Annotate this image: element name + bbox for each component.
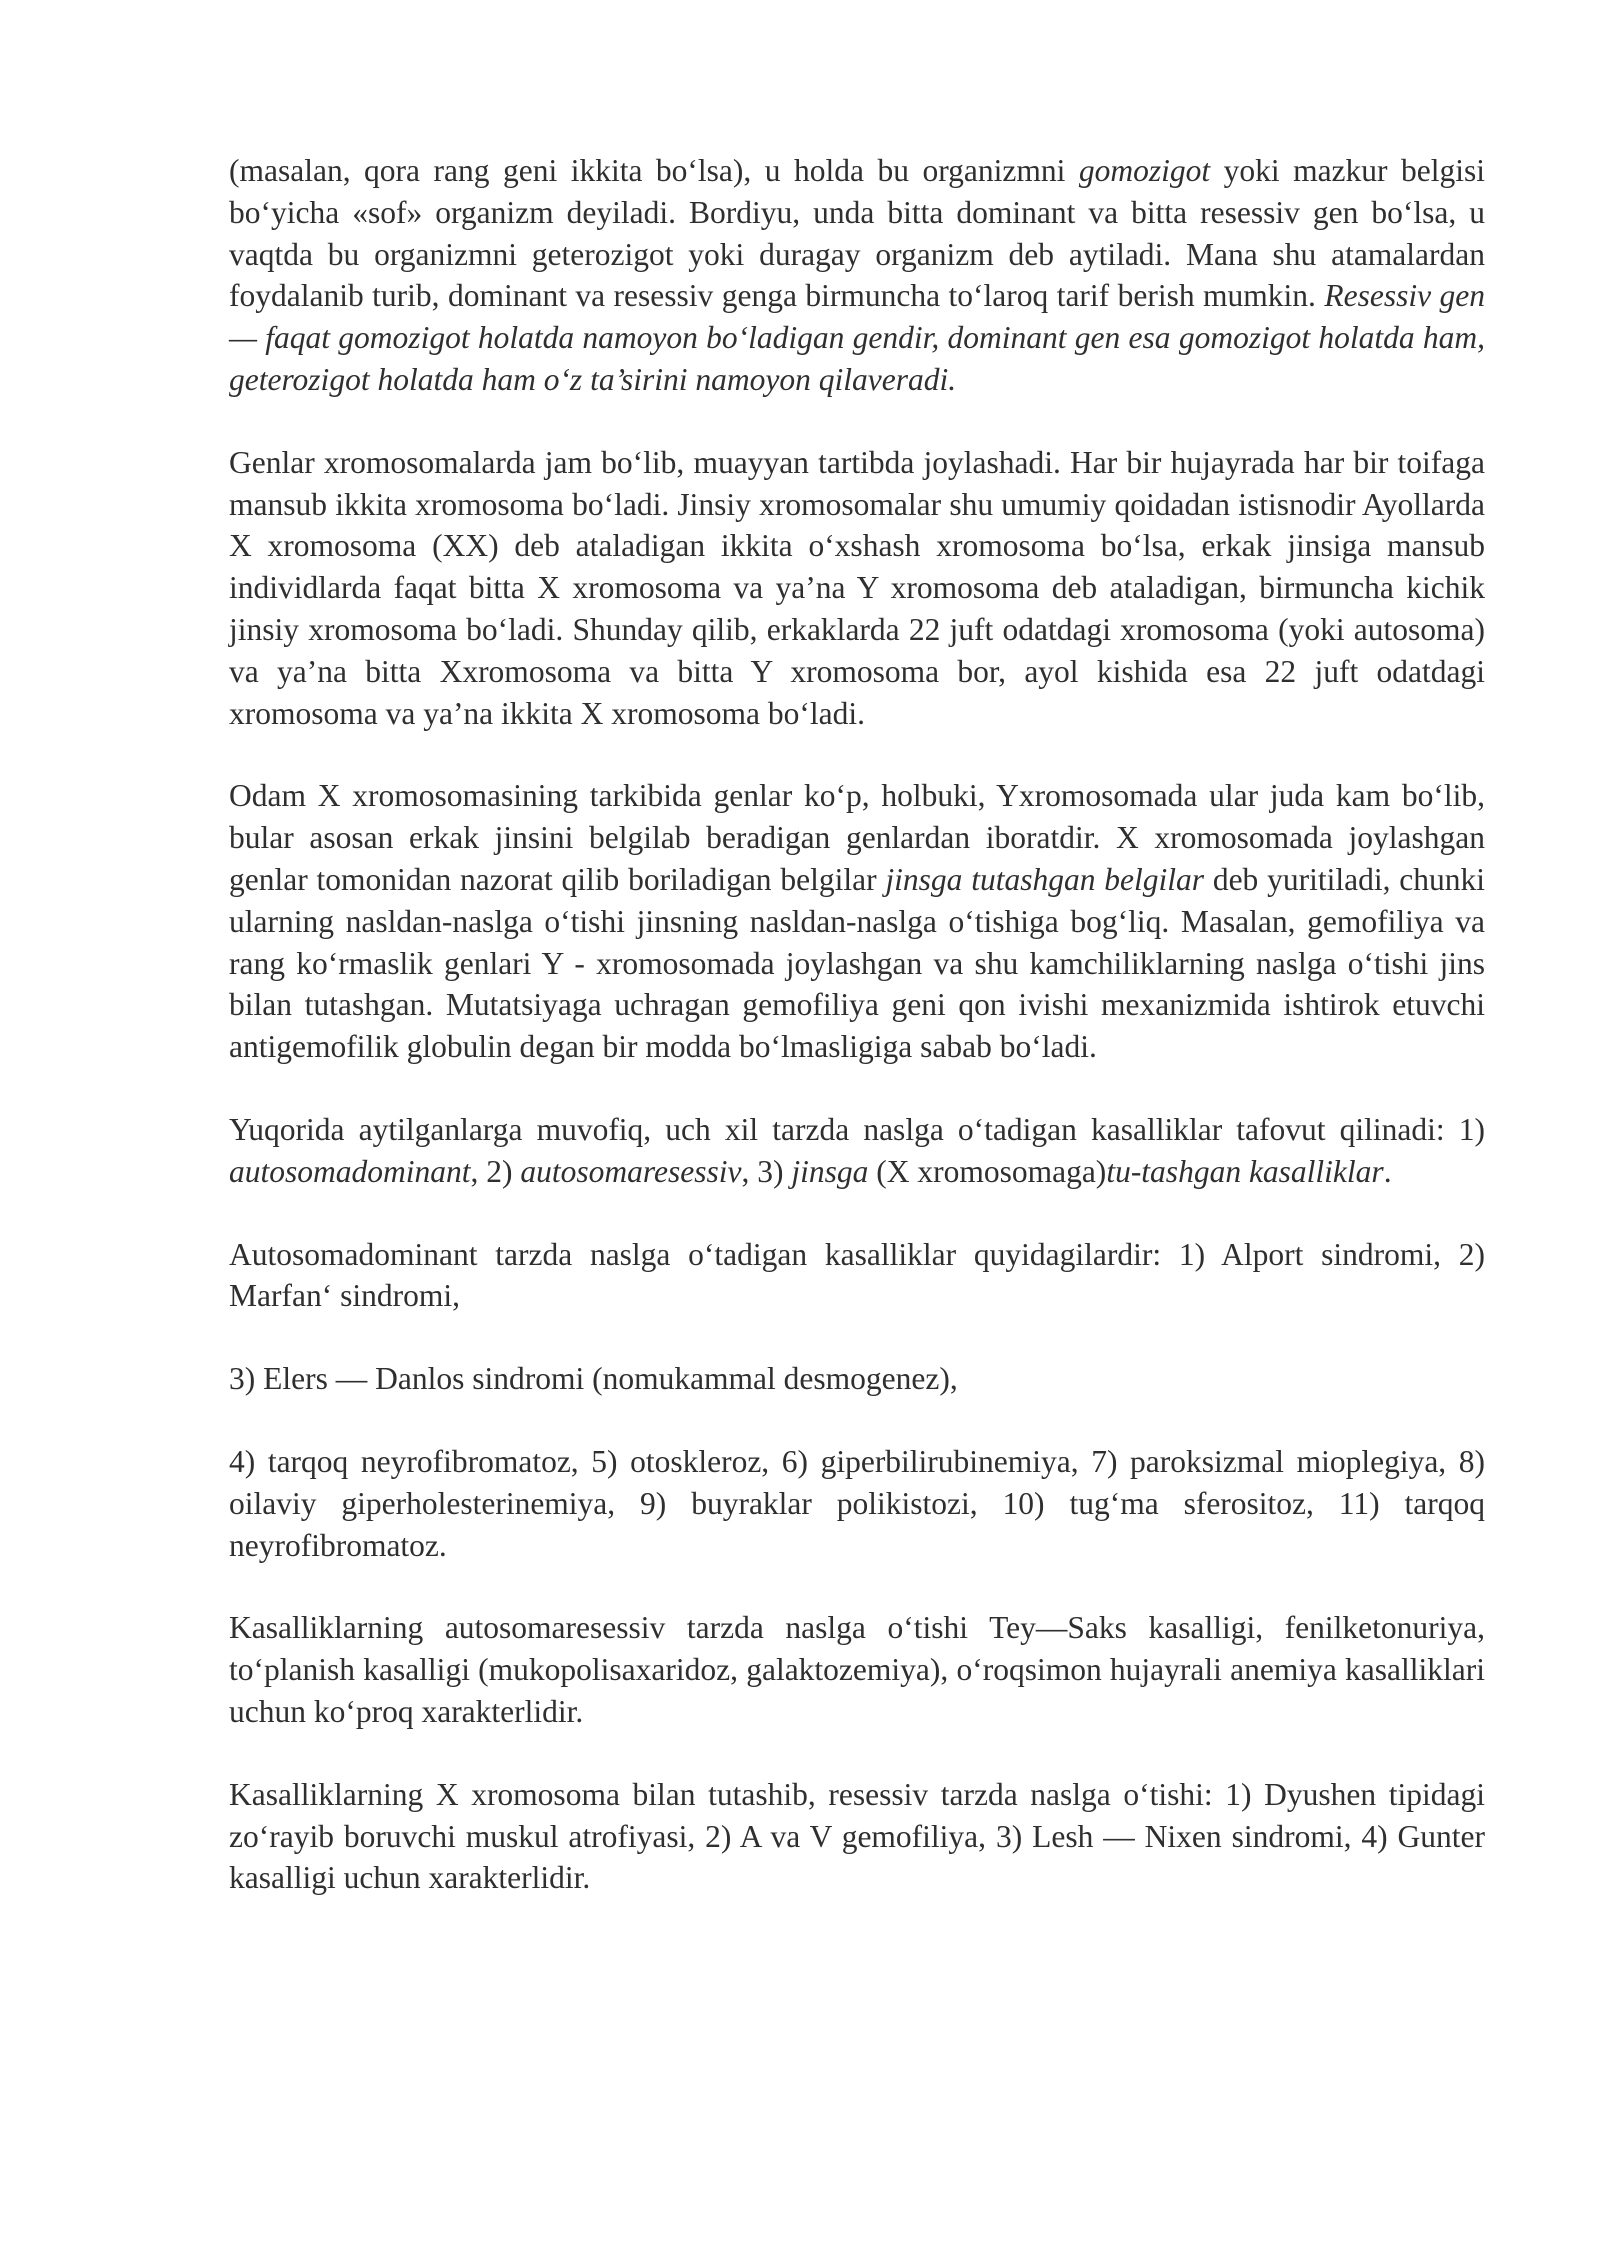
text-run: , 3) bbox=[741, 1153, 792, 1189]
text-run: yoki mazkur belgisi boʻyicha «sof» organizm deyiladi. Bordiyu, unda bitta dominant va bitta resessiv gen boʻlsa, u vaqtda bu organizmni geterozigot yoki duragay organizm deb aytiladi. Mana shu atamalardan foydalanib turib, dominant va resessiv genga birmuncha toʻlaroq tarif berish mumkin. bbox=[229, 153, 1486, 314]
paragraph-dominant-list-continued bbox=[229, 1441, 1485, 1566]
text-run: Odam X xromosomasining tarkibida genlar koʻp, holbuki, Yxromosomada ular juda kam boʻlib, bular asosan erkak jinsini belgilab beradigan genlardan iboratdir. X xromosomada joylashgan genlar tomonidan nazorat qilib boriladigan belgilar bbox=[229, 778, 1485, 897]
paragraph-x-chromosome-genes bbox=[229, 775, 1485, 1068]
paragraph-x-linked-recessive bbox=[229, 1774, 1485, 1899]
text-run: Genlar xromosomalarda jam boʻlib, muayyan tartibda joylashadi. Har bir hujayrada har bir toifaga mansub ikkita xromosoma boʻladi. Jinsiy xromosomalar shu umumiy qoidadan istisnodir Ayollarda X xromosoma (XX) deb ataladigan ikkita oʻxshash xromosoma boʻlsa, erkak jinsiga mansub individlarda faqat bitta X xromosoma va ya’na Y xromosoma deb ataladigan, birmuncha kichik jinsiy xromosoma boʻladi. Shunday qilib, erkaklarda 22 juft odatdagi xromosoma (yoki autosoma) va ya’na bitta Xxromosoma va bitta Y xromosoma bor, ayol kishida esa 22 juft odatdagi xromosoma va ya’na ikkita X xromosoma boʻladi. bbox=[229, 444, 1485, 731]
text-run: (masalan, qora rang geni ikkita boʻlsa), u holda bu organizmni bbox=[229, 153, 1079, 188]
text-run: 4) tarqoq neyrofibromatoz, 5) otoskleroz, 6) giperbilirubinemiya, 7) paroksizmal mioplegiya, 8) oilaviy giperholesterinemiya, 9) buyraklar polikistozi, 10) tugʻma sferositoz, 11) tarqoq neyrofibromatoz. bbox=[229, 1443, 1485, 1563]
italic-term: jinsga tutashgan belgilar bbox=[885, 861, 1205, 897]
text-run: Autosomadominant tarzda naslga oʻtadigan kasalliklar quyidagilardir: 1) Alport sindromi, 2) Marfanʻ sindromi, bbox=[229, 1236, 1485, 1314]
text-run: Yuqorida aytilganlarga muvofiq, uch xil tarzda naslga oʻtadigan kasalliklar tafovut qilinadi: 1) bbox=[229, 1111, 1485, 1147]
italic-term: tu-tashgan kasalliklar bbox=[1106, 1153, 1384, 1189]
text-run: . bbox=[1383, 1153, 1392, 1189]
paragraph-autosomal-recessive bbox=[229, 1607, 1485, 1732]
italic-term: jinsga bbox=[791, 1153, 869, 1189]
text-run: Kasalliklarning autosomaresessiv tarzda naslga oʻtishi Tey—Saks kasalligi, fenilketonuriya, toʻplanish kasalligi (mukopolisaxaridoz, galaktozemiya), oʻroqsimon hujayrali anemiya kasalliklari uchun koʻproq xarakterlidir. bbox=[229, 1610, 1485, 1729]
italic-definition: Resessiv gen — faqat gomozigot holatda namoyon boʻladigan gendir, dominant gen esa gomozigot holatda ham, geterozigot holatda ham oʻz ta’sirini namoyon qilaveradi. bbox=[229, 278, 1485, 397]
text-run: 3) Elers — Danlos sindromi (nomukammal desmogenez), bbox=[229, 1361, 958, 1397]
paragraph-ehlers-danlos bbox=[229, 1358, 1485, 1400]
paragraph-inheritance-types bbox=[229, 1109, 1485, 1193]
italic-term: gomozigot bbox=[1078, 153, 1211, 188]
paragraph-gomozigot-definition bbox=[229, 150, 1485, 401]
text-run: , 2) bbox=[470, 1153, 521, 1189]
text-run: Kasalliklarning X xromosoma bilan tutashib, resessiv tarzda naslga oʻtishi: 1) Dyushen tipidagi zoʻrayib boruvchi muskul atrofiyasi, 2) A va V gemofiliya, 3) Lesh — Nixen sindromi, 4) Gunter kasalligi uchun xarakterlidir. bbox=[229, 1776, 1485, 1896]
text-run: deb yuritiladi, chunki ularning nasldan-naslga oʻtishi jinsning nasldan-naslga oʻtishiga bogʻliq. Masalan, gemofiliya va rang koʻrmaslik genlari Y - xromosomada joylashgan va shu kamchiliklarning naslga oʻtishi jins bilan tutashgan. Mutatsiyaga uchragan gemofiliya geni qon ivishi mexanizmida ishtirok etuvchi antigemofilik globulin degan bir modda boʻlmasligiga sabab boʻladi. bbox=[229, 861, 1485, 1065]
paragraph-autosomal-dominant-list bbox=[229, 1234, 1485, 1318]
paragraph-sex-chromosomes bbox=[229, 442, 1485, 735]
italic-term: autosomaresessiv bbox=[520, 1153, 742, 1189]
italic-term: autosomadominant bbox=[229, 1153, 471, 1189]
text-run: (X xromosomaga) bbox=[868, 1153, 1107, 1189]
document-body bbox=[229, 150, 1485, 1899]
